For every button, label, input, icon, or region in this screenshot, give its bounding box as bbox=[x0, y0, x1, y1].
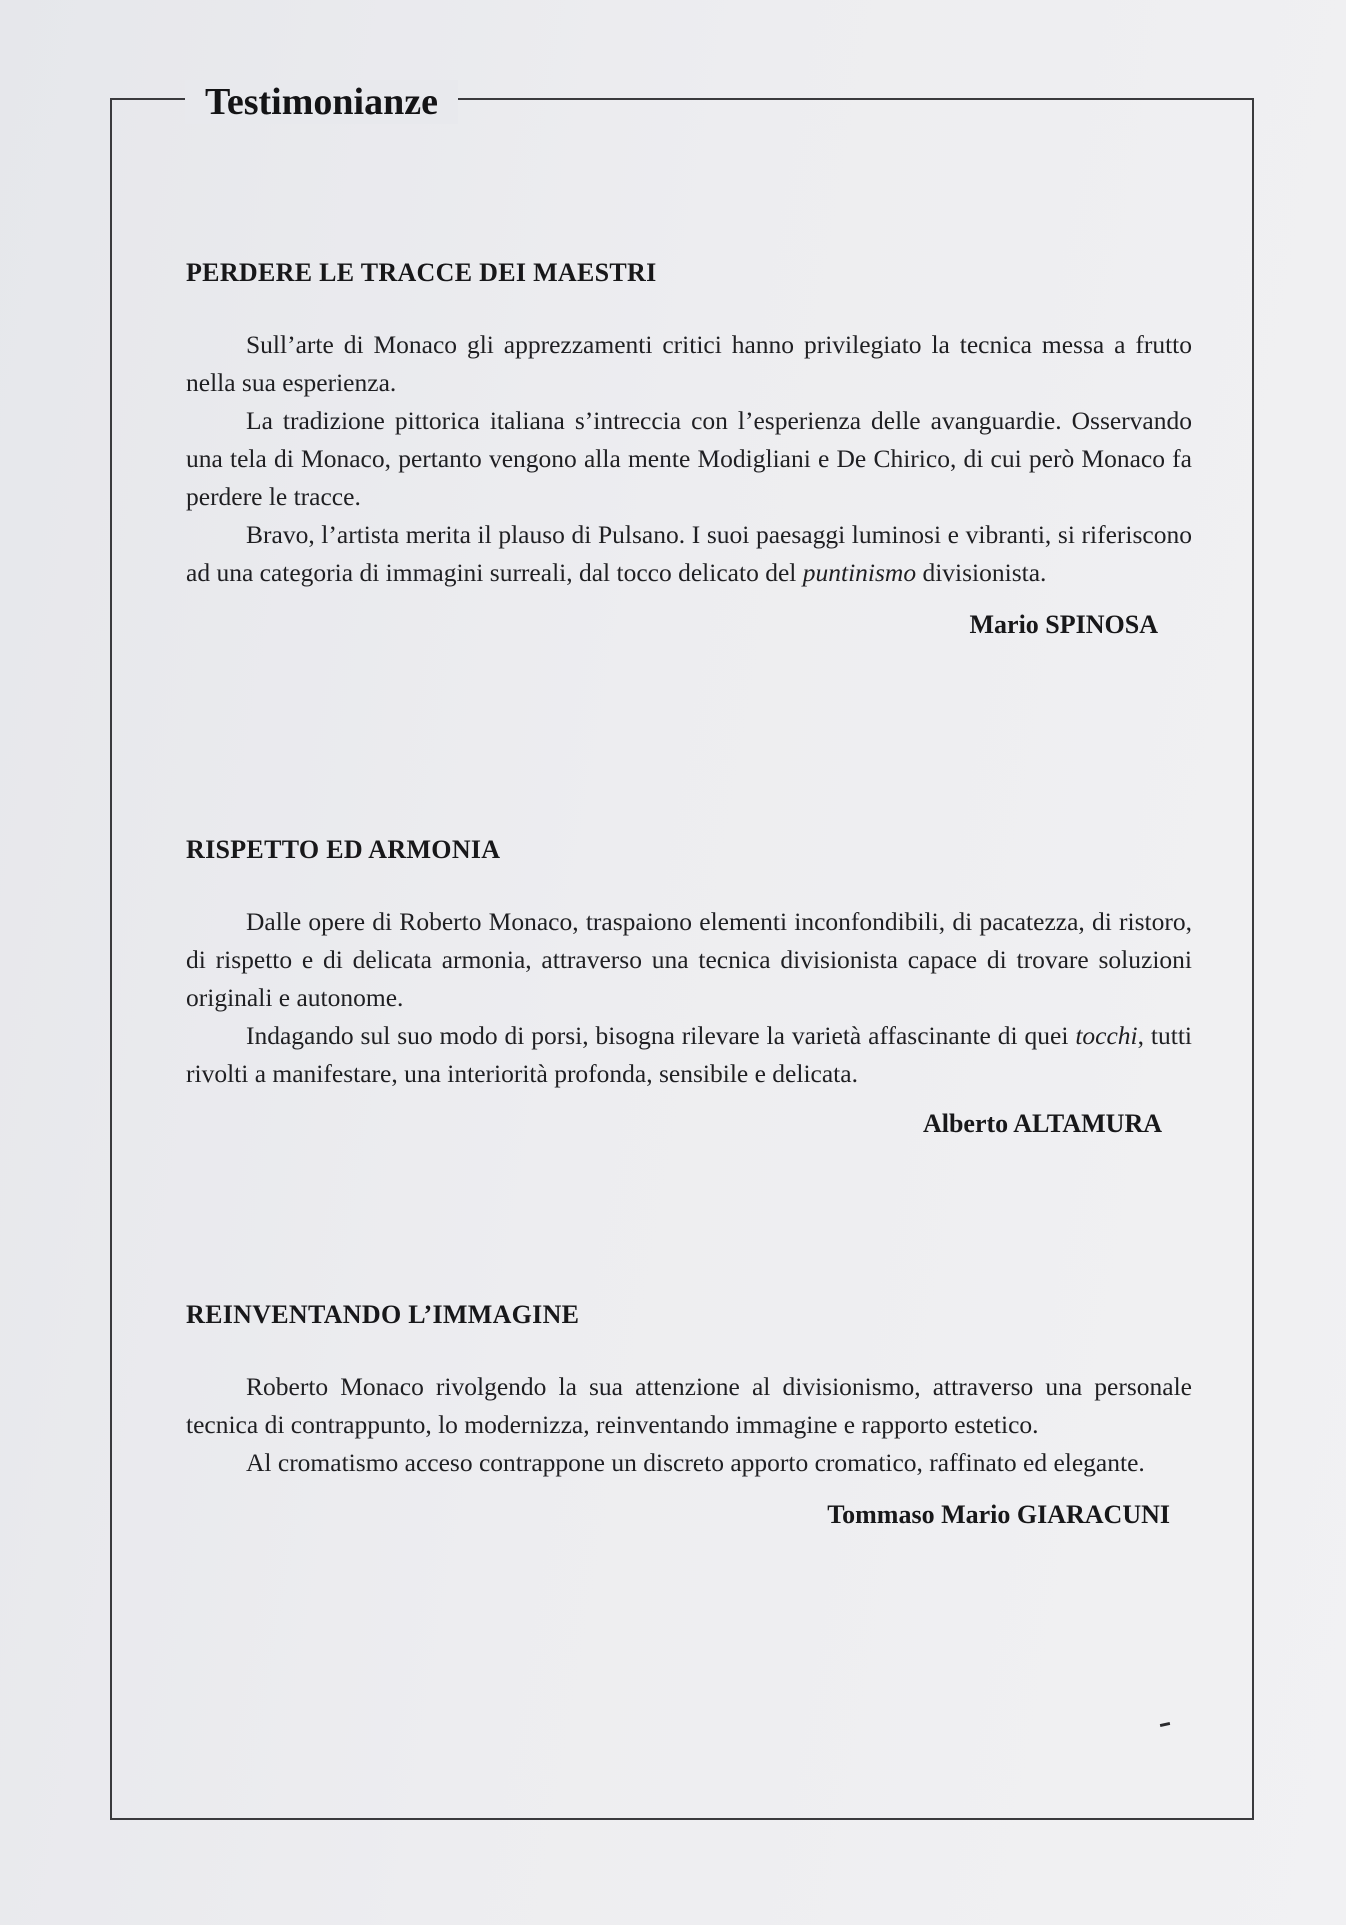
paragraph: La tradizione pittorica italiana s’intreccia con l’esperienza delle avanguardie. Osservando una tela di Monaco, pertanto vengono alla mente Modigliani e De Chirico, di cui però Monaco fa perdere le tracce. bbox=[186, 406, 1192, 511]
section-title: PERDERE LE TRACCE DEI MAESTRI bbox=[186, 258, 657, 287]
section-body bbox=[186, 903, 1192, 1093]
paragraph-text: , tutti rivolti a manifestare, una interiorità profonda, sensibile e delicata. bbox=[186, 1021, 1192, 1088]
emphasized-term: tocchi bbox=[1075, 1021, 1138, 1050]
author-signature: Tommaso Mario GIARACUNI bbox=[827, 1500, 1170, 1529]
paragraph: Dalle opere di Roberto Monaco, traspaiono elementi inconfondibili, di pacatezza, di ristoro, di rispetto e di delicata armonia, attraverso una tecnica divisionista capace di trovare soluzioni originali e autonome. bbox=[186, 907, 1192, 1012]
paragraph-text: divisionista. bbox=[916, 558, 1047, 587]
section-title: RISPETTO ED ARMONIA bbox=[186, 835, 501, 864]
paragraph: Sull’arte di Monaco gli apprezzamenti critici hanno privilegiato la tecnica messa a frutto nella sua esperienza. bbox=[186, 330, 1192, 397]
page-title: Testimonianze bbox=[185, 80, 458, 124]
section-body bbox=[186, 1368, 1192, 1482]
testimonial-section-altamura bbox=[186, 835, 1192, 1139]
paragraph: Al cromatismo acceso contrappone un discreto apporto cromatico, raffinato ed elegante. bbox=[246, 1448, 1145, 1477]
testimonial-section-spinosa bbox=[186, 258, 1192, 640]
paragraph-text: Bravo, l’artista merita il plauso di Pulsano. I suoi paesaggi luminosi e vibranti, si riferiscono ad una categoria di immagini surreali, dal tocco delicato del bbox=[186, 520, 1192, 587]
testimonial-section-giaracuni bbox=[186, 1300, 1192, 1530]
paragraph: Roberto Monaco rivolgendo la sua attenzione al divisionismo, attraverso una personale tecnica di contrappunto, lo modernizza, reinventando immagine e rapporto estetico. bbox=[186, 1372, 1192, 1439]
paragraph bbox=[186, 516, 1192, 592]
emphasized-term: puntinismo bbox=[802, 558, 917, 587]
paragraph-text: Indagando sul suo modo di porsi, bisogna rilevare la varietà affascinante di quei bbox=[246, 1021, 1076, 1050]
section-body bbox=[186, 326, 1192, 592]
paragraph bbox=[186, 1017, 1192, 1093]
author-signature: Alberto ALTAMURA bbox=[922, 1109, 1162, 1138]
section-title: REINVENTANDO L’IMMAGINE bbox=[186, 1300, 580, 1329]
author-signature: Mario SPINOSA bbox=[969, 610, 1158, 639]
